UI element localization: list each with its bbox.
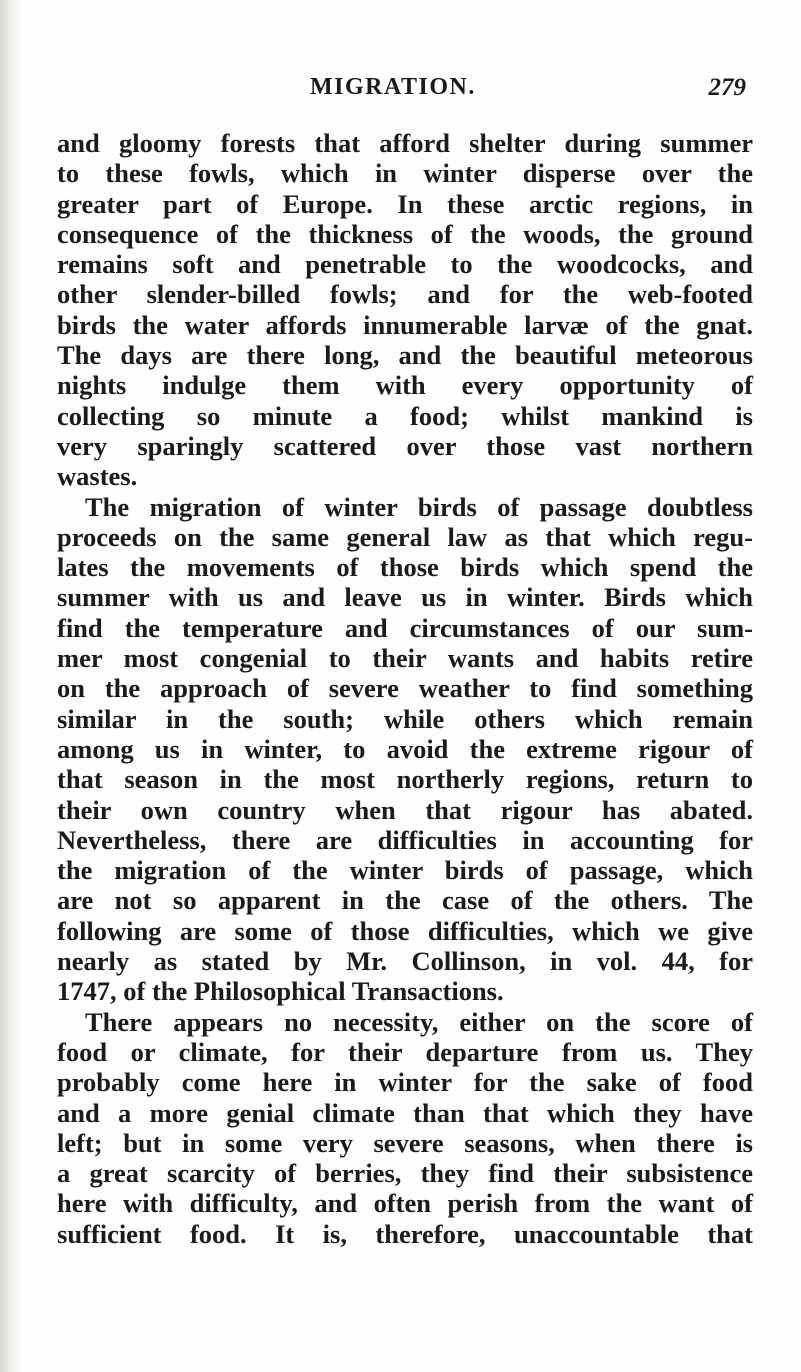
text-line: nights indulge them with every opportunity of bbox=[57, 370, 753, 401]
text-line: greater part of Europe. In these arctic regions, in bbox=[57, 188, 753, 219]
text-line: summer with us and leave us in winter. Birds which bbox=[57, 582, 753, 613]
page-gutter-shadow bbox=[0, 0, 22, 1372]
page-header bbox=[48, 72, 754, 112]
text-line: proceeds on the same general law as that which regu- bbox=[57, 521, 753, 552]
text-line: on the approach of severe weather to find something bbox=[57, 673, 753, 704]
text-line: following are some of those difficulties, which we give bbox=[57, 915, 753, 946]
text-line: sufficient food. It is, therefore, unaccountable that bbox=[57, 1218, 753, 1249]
text-line: similar in the south; while others which remain bbox=[57, 703, 753, 734]
text-line: other slender-billed fowls; and for the web-footed bbox=[57, 279, 753, 310]
text-line: nearly as stated by Mr. Collinson, in vol. 44, for bbox=[57, 946, 753, 977]
text-line: their own country when that rigour has abated. bbox=[57, 794, 753, 825]
running-head: MIGRATION. bbox=[310, 74, 476, 100]
text-line: lates the movements of those birds which spend the bbox=[57, 552, 753, 583]
page-number: 279 bbox=[708, 74, 746, 101]
text-line: a great scarcity of berries, they find their subsistence bbox=[57, 1158, 753, 1189]
text-line: here with difficulty, and often perish from the want of bbox=[57, 1188, 753, 1219]
text-line: collecting so minute a food; whilst mankind is bbox=[57, 400, 753, 431]
text-line: probably come here in winter for the sake of food bbox=[57, 1067, 753, 1098]
text-line: wastes. bbox=[57, 461, 138, 492]
text-line: the migration of the winter birds of passage, which bbox=[57, 855, 753, 886]
text-line: find the temperature and circumstances of our sum- bbox=[57, 612, 753, 643]
text-line: The days are there long, and the beautiful meteorous bbox=[57, 340, 753, 371]
text-line: that season in the most northerly regions, return to bbox=[57, 764, 753, 795]
text-line: mer most congenial to their wants and habits retire bbox=[57, 643, 753, 674]
text-line: consequence of the thickness of the woods, the ground bbox=[57, 218, 753, 249]
text-line: very sparingly scattered over those vast northern bbox=[57, 430, 753, 461]
text-line: 1747, of the Philosophical Transactions. bbox=[57, 976, 504, 1007]
text-line: food or climate, for their departure from us. They bbox=[57, 1036, 753, 1067]
text-line: left; but in some very severe seasons, when there is bbox=[57, 1127, 753, 1158]
text-line: birds the water affords innumerable larvæ of the gnat. bbox=[57, 309, 753, 340]
text-line: among us in winter, to avoid the extreme rigour of bbox=[57, 733, 753, 764]
text-line: Nevertheless, there are difficulties in accounting for bbox=[57, 824, 753, 855]
body-text bbox=[57, 128, 753, 1249]
text-line: remains soft and penetrable to the woodcocks, and bbox=[57, 249, 753, 280]
text-line: The migration of winter birds of passage doubtless bbox=[85, 491, 753, 522]
text-line: to these fowls, which in winter disperse over the bbox=[57, 158, 753, 189]
text-line: and gloomy forests that afford shelter during summer bbox=[57, 128, 753, 158]
text-line: and a more genial climate than that which they have bbox=[57, 1097, 753, 1128]
text-line: are not so apparent in the case of the others. The bbox=[57, 885, 753, 916]
text-line: There appears no necessity, either on the score of bbox=[85, 1006, 753, 1037]
